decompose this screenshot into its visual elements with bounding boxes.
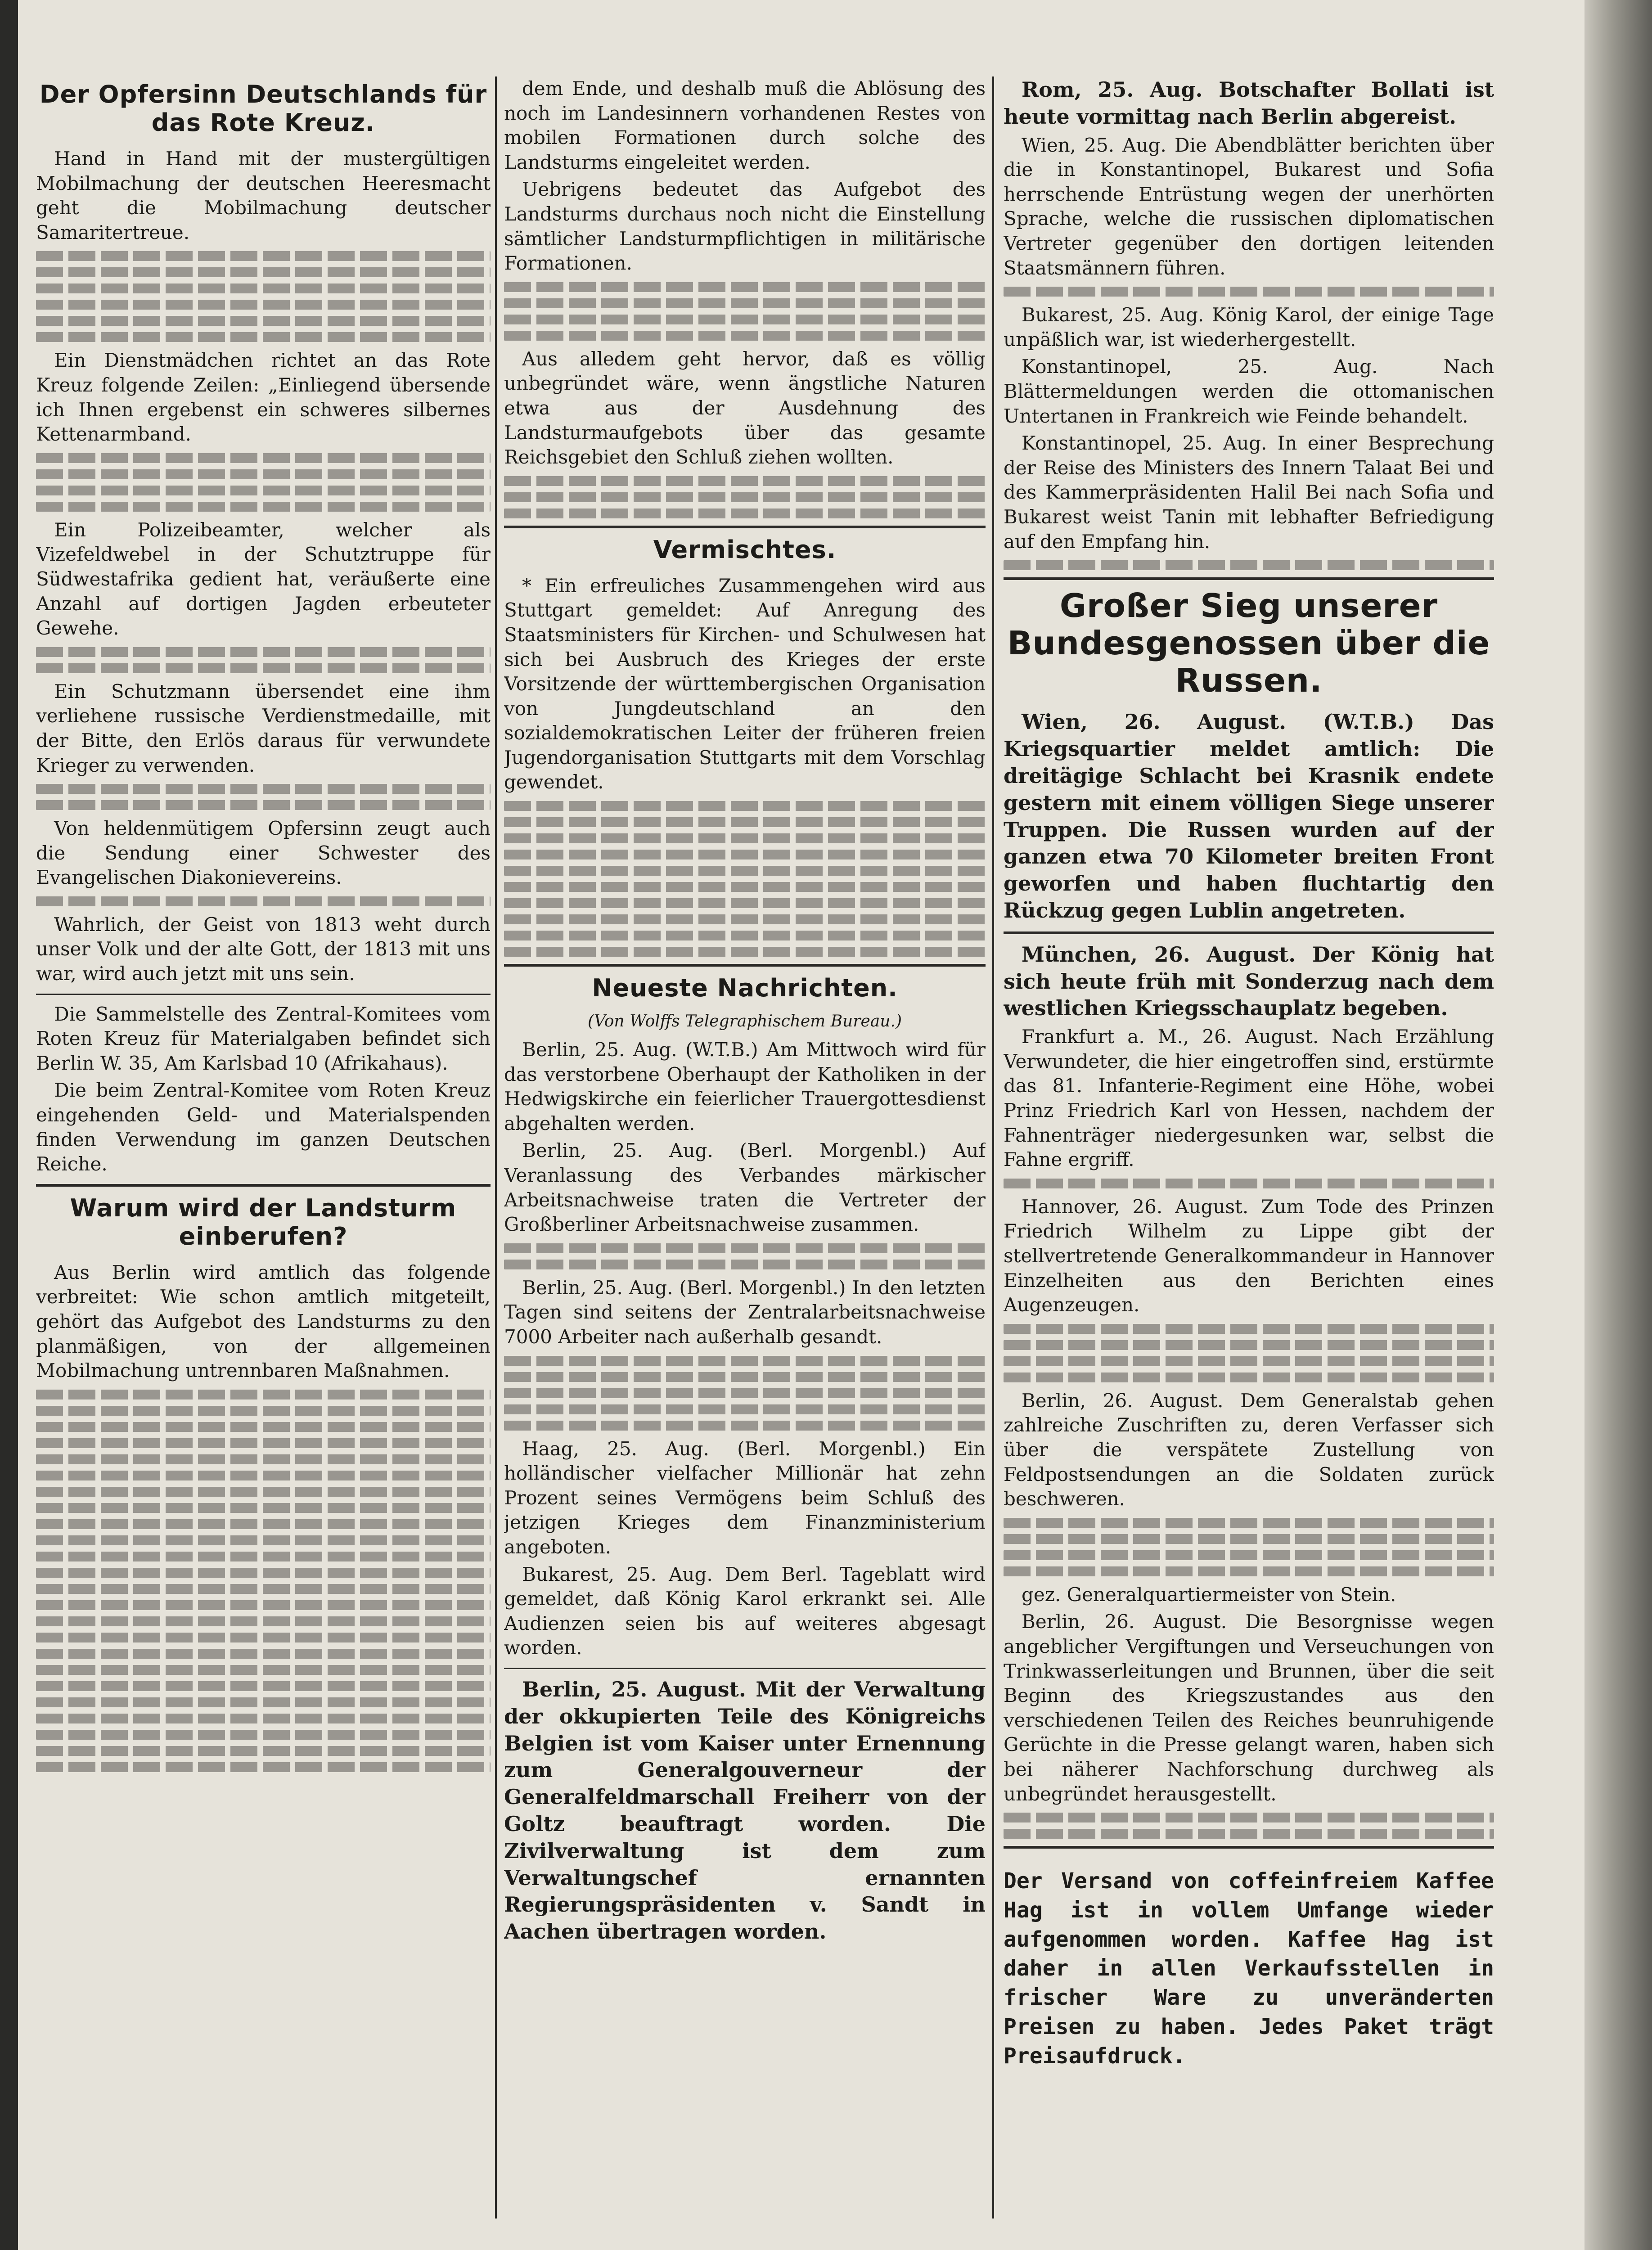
text-lines bbox=[36, 663, 491, 673]
divider bbox=[36, 994, 491, 995]
article-paragraph: Berlin, 26. August. Dem Generalstab gehen zahlreiche Zuschriften zu, deren Verfasser sich über die verspätete Zustellung von Feldpostsendungen an die Soldaten zurück beschweren. bbox=[1004, 1389, 1494, 1510]
text-lines bbox=[36, 469, 491, 479]
article-paragraph: Konstantinopel, 25. Aug. Nach Blättermeldungen werden die ottomanischen Untertanen in Frankreich wie Feinde behandelt. bbox=[1004, 356, 1494, 427]
text-lines bbox=[36, 1438, 491, 1448]
article-subtitle: (Von Wolffs Telegraphischem Bureau.) bbox=[587, 1012, 902, 1031]
text-lines bbox=[36, 1633, 491, 1642]
text-lines bbox=[36, 896, 491, 906]
text-lines bbox=[36, 1584, 491, 1594]
text-lines bbox=[36, 1535, 491, 1545]
text-lines bbox=[1004, 560, 1494, 570]
text-lines bbox=[504, 331, 986, 341]
article-paragraph: Ein Polizeibeamter, welcher als Vizefeldwebel in der Schutztruppe für Südwestafrika gedient hat, veräußerte eine Anzahl auf dortigen Jagden erbeuteter Gewehe. bbox=[36, 518, 491, 639]
column-2 bbox=[504, 76, 986, 2250]
article-title: Vermischtes. bbox=[653, 535, 837, 564]
article-paragraph: Bukarest, 25. Aug. König Karol, der einige Tage unpäßlich war, ist wiederhergestellt. bbox=[1004, 304, 1494, 351]
text-lines bbox=[36, 1697, 491, 1707]
text-lines bbox=[504, 1260, 986, 1269]
column-1 bbox=[36, 76, 491, 2250]
article-paragraph: Ein Dienstmädchen richtet an das Rote Kreuz folgende Zeilen: „Einliegend übersende ich Ihnen ergebenst ein schweres silbernes Kettenarmband. bbox=[36, 349, 491, 446]
text-lines bbox=[36, 1487, 491, 1497]
text-lines bbox=[1004, 1340, 1494, 1350]
text-lines bbox=[36, 1406, 491, 1416]
article-paragraph: Uebrigens bedeutet das Aufgebot des Landsturms durchaus noch nicht die Einstellung sämtlicher Landsturmpflichtigen in militärische Formationen. bbox=[504, 178, 986, 274]
text-lines bbox=[36, 267, 491, 277]
text-lines bbox=[36, 251, 491, 261]
divider bbox=[504, 1668, 986, 1669]
text-lines bbox=[1004, 1372, 1494, 1382]
article-paragraph: Hannover, 26. August. Zum Tode des Prinzen Friedrich Wilhelm zu Lippe gibt der stellvertretende Generalkommandeur in Hannover Einzelheiten aus den Berichten eines Augenzeugen. bbox=[1004, 1195, 1494, 1316]
text-lines bbox=[1004, 1324, 1494, 1334]
article-paragraph: Berlin, 25. Aug. (W.T.B.) Am Mittwoch wird für das verstorbene Oberhaupt der Katholiken in der Hedwigskirche ein feierlicher Trauergottesdienst abgehalten werden. bbox=[504, 1039, 986, 1134]
text-lines bbox=[36, 486, 491, 495]
text-lines bbox=[36, 1552, 491, 1562]
article-paragraph: Wien, 26. August. (W.T.B.) Das Kriegsquartier meldet amtlich: Die dreitägige Schlacht bei Krasnik endete gestern mit einem völligen Siege unserer Truppen. Die Russen wurden auf der ganzen etwa 70 Kilometer breiten Front geworfen und haben fluchtartig den Rückzug gegen Lublin angetreten. bbox=[1004, 710, 1494, 923]
text-lines bbox=[36, 453, 491, 463]
text-lines bbox=[36, 1649, 491, 1659]
text-lines bbox=[36, 1665, 491, 1675]
text-lines bbox=[36, 316, 491, 326]
text-lines bbox=[1004, 1829, 1494, 1839]
text-lines bbox=[504, 492, 986, 502]
text-lines bbox=[504, 801, 986, 811]
text-lines bbox=[36, 284, 491, 293]
column-divider bbox=[495, 76, 497, 2218]
text-lines bbox=[504, 282, 986, 292]
article-paragraph: Berlin, 26. August. Die Besorgnisse wegen angeblicher Vergiftungen und Verseuchungen von Trinkwasserleitungen und Brunnen, über die seit Beginn des Kriegszustandes aus den verschiedenen Teilen des Reiches beunruhigende Gerüchte in die Presse gelangt waren, haben sich bei näherer Nachforschung durchweg als unbegründet herausgestellt. bbox=[1004, 1611, 1494, 1805]
article-paragraph: Wahrlich, der Geist von 1813 weht durch unser Volk und der alte Gott, der 1813 mit uns war, wird auch jetzt mit uns sein. bbox=[36, 913, 491, 985]
scan-right-edge bbox=[1584, 0, 1652, 2250]
text-lines bbox=[36, 1422, 491, 1432]
text-lines bbox=[36, 1519, 491, 1529]
article-paragraph: Aus Berlin wird amtlich das folgende verbreitet: Wie schon amtlich mitgeteilt, gehört das Aufgebot des Landsturms zu den planmäßigen, von der allgemeinen Mobilmachung untrennbaren Maßnahmen. bbox=[36, 1261, 491, 1382]
article-paragraph: dem Ende, und deshalb muß die Ablösung des noch im Landesinnern vorhandenen Restes von mobilen Formationen durch solche des Landsturms eingeleitet werden. bbox=[504, 77, 986, 173]
article-paragraph: Von heldenmütigem Opfersinn zeugt auch die Sendung einer Schwester des Evangelischen Diakonievereins. bbox=[36, 817, 491, 889]
text-lines bbox=[36, 1616, 491, 1626]
text-lines bbox=[504, 914, 986, 924]
article-paragraph: Berlin, 25. Aug. (Berl. Morgenbl.) In den letzten Tagen sind seitens der Zentralarbeitsnachweise 7000 Arbeiter nach außerhalb gesandt. bbox=[504, 1276, 986, 1348]
text-lines bbox=[36, 502, 491, 512]
article-paragraph: Rom, 25. Aug. Botschafter Bollati ist heute vormittag nach Berlin abgereist. bbox=[1004, 77, 1494, 129]
text-lines bbox=[1004, 1813, 1494, 1822]
text-lines bbox=[504, 1404, 986, 1414]
article-paragraph: Konstantinopel, 25. Aug. In einer Besprechung der Reise des Ministers des Innern Talaat Bei und des Kammerpräsidenten Halil Bei nach Sofia und Bukarest weist Tanin mit lebhafter Befriedigung auf den Empfang hin. bbox=[1004, 432, 1494, 553]
divider bbox=[504, 964, 986, 967]
text-lines bbox=[1004, 1356, 1494, 1366]
text-lines bbox=[1004, 1179, 1494, 1188]
article-title: Großer Sieg unserer Bundesgenossen über die Russen. bbox=[1007, 587, 1490, 699]
text-lines bbox=[504, 947, 986, 957]
text-lines bbox=[504, 898, 986, 908]
text-lines bbox=[36, 1503, 491, 1513]
article-paragraph: Berlin, 25. Aug. (Berl. Morgenbl.) Auf Veranlassung des Verbandes märkischer Arbeitsnachweise traten die Vertreter der Großberliner Arbeitsnachweise zusammen. bbox=[504, 1139, 986, 1236]
text-lines bbox=[504, 882, 986, 892]
article-paragraph: * Ein erfreuliches Zusammengehen wird aus Stuttgart gemeldet: Auf Anregung des Staatsministers für Kirchen- und Schulwesen hat sich bei Ausbruch des Krieges der erste Vorsitzende der württembergischen Organisation von Jungdeutschland an den sozialdemokratischen Leiter der früheren freien Jugendorganisation Stuttgarts mit dem Vorschlag gewendet. bbox=[504, 574, 986, 793]
text-lines bbox=[504, 1421, 986, 1431]
text-lines bbox=[504, 315, 986, 324]
text-lines bbox=[36, 1568, 491, 1578]
signature-line: gez. Generalquartiermeister von Stein. bbox=[1022, 1583, 1396, 1606]
article-paragraph: Wien, 25. Aug. Die Abendblätter berichten über die in Konstantinopel, Bukarest und Sofia herrschende Entrüstung wegen der unerhörten Sprache, welche die russischen diplomatischen Vertreter gegenüber den dortigen leitenden Staatsmännern führen. bbox=[1004, 134, 1494, 279]
text-lines bbox=[36, 1454, 491, 1464]
article-title: Der Opfersinn Deutschlands für das Rote Kreuz. bbox=[39, 80, 487, 137]
text-lines bbox=[36, 1762, 491, 1772]
text-lines bbox=[504, 1388, 986, 1398]
text-lines bbox=[504, 1243, 986, 1253]
text-lines bbox=[504, 476, 986, 486]
text-lines bbox=[504, 850, 986, 860]
column-3 bbox=[1004, 76, 1494, 2250]
divider bbox=[1004, 932, 1494, 934]
text-lines bbox=[1004, 1518, 1494, 1528]
article-paragraph: Aus alledem geht hervor, daß es völlig unbegründet wäre, wenn ängstliche Naturen etwa aus der Ausdehnung des Landsturmaufgebots über das gesamte Reichsgebiet den Schluß ziehen wollten. bbox=[504, 347, 986, 468]
text-lines bbox=[36, 800, 491, 810]
text-lines bbox=[504, 298, 986, 308]
article-paragraph: München, 26. August. Der König hat sich heute früh mit Sonderzug nach dem westlichen Kriegsschauplatz begeben. bbox=[1004, 942, 1494, 1021]
text-lines bbox=[36, 1600, 491, 1610]
article-paragraph: Ein Schutzmann übersendet eine ihm verliehene russische Verdienstmedaille, mit der Bitte, den Erlös daraus für verwundete Krieger zu verwenden. bbox=[36, 680, 491, 776]
article-paragraph: Hand in Hand mit der mustergültigen Mobilmachung der deutschen Heeresmacht geht die Mobilmachung deutscher Samaritertreue. bbox=[36, 148, 491, 243]
article-paragraph: Die Sammelstelle des Zentral-Komitees vom Roten Kreuz für Materialgaben befindet sich Berlin W. 35, Am Karlsbad 10 (Afrikahaus). bbox=[36, 1003, 491, 1074]
text-lines bbox=[36, 1390, 491, 1400]
text-lines bbox=[36, 332, 491, 342]
text-lines bbox=[36, 1681, 491, 1691]
text-lines bbox=[36, 1714, 491, 1724]
text-lines bbox=[36, 1471, 491, 1480]
advertisement-notice: Der Versand von coffeinfreiem Kaffee Hag ist in vollem Umfange wieder aufgenommen worden. Kaffee Hag ist daher in allen Verkaufsstellen in frischer Ware zu unveränderten Preisen zu haben. Jedes Paket trägt Preisaufdruck. bbox=[1004, 1868, 1494, 2069]
text-lines bbox=[36, 647, 491, 657]
column-divider bbox=[992, 76, 994, 2218]
text-lines bbox=[1004, 1566, 1494, 1576]
divider bbox=[1004, 577, 1494, 580]
text-lines bbox=[504, 833, 986, 843]
divider bbox=[36, 1184, 491, 1187]
divider bbox=[504, 526, 986, 528]
article-paragraph: Haag, 25. Aug. (Berl. Morgenbl.) Ein holländischer vielfacher Millionär hat zehn Prozent seines Vermögens beim Schluß des jetzigen Krieges dem Finanzministerium angeboten. bbox=[504, 1437, 986, 1558]
article-paragraph: Bukarest, 25. Aug. Dem Berl. Tageblatt wird gemeldet, daß König Karol erkrankt sei. Alle Audienzen seien bis auf weiteres abgesagt worden. bbox=[504, 1563, 986, 1659]
text-lines bbox=[36, 1746, 491, 1756]
article-paragraph: Die beim Zentral-Komitee vom Roten Kreuz eingehenden Geld- und Materialspenden finden Verwendung im ganzen Deutschen Reiche. bbox=[36, 1079, 491, 1175]
divider bbox=[1004, 1846, 1494, 1849]
text-lines bbox=[504, 817, 986, 827]
article-paragraph: Berlin, 25. August. Mit der Verwaltung der okkupierten Teile des Königreichs Belgien ist vom Kaiser unter Ernennung zum Generalgouverneur der Generalfeldmarschall Freiherr von der Goltz beauftragt worden. Die Zivilverwaltung ist dem zum Verwaltungschef ernannten Regierungspräsidenten v. Sandt in Aachen übertragen worden. bbox=[504, 1677, 986, 1944]
text-lines bbox=[36, 1730, 491, 1740]
text-lines bbox=[36, 784, 491, 794]
text-lines bbox=[504, 508, 986, 518]
article-title: Warum wird der Landsturm einberufen? bbox=[70, 1193, 457, 1251]
article-paragraph: Frankfurt a. M., 26. August. Nach Erzählung Verwundeter, die hier eingetroffen sind, erstürmte das 81. Infanterie-Regiment eine Höhe, wobei Prinz Friedrich Karl von Hessen, nachdem der Fahnenträger niedergesunken war, selbst die Fahne ergriff. bbox=[1004, 1026, 1494, 1171]
text-lines bbox=[1004, 1550, 1494, 1560]
text-lines bbox=[504, 866, 986, 876]
scan-left-edge bbox=[0, 0, 18, 2250]
text-lines bbox=[504, 1356, 986, 1366]
text-lines bbox=[504, 1372, 986, 1382]
text-lines bbox=[36, 300, 491, 310]
text-lines bbox=[1004, 287, 1494, 297]
article-title: Neueste Nachrichten. bbox=[592, 974, 898, 1003]
text-lines bbox=[1004, 1534, 1494, 1544]
text-lines bbox=[504, 931, 986, 940]
